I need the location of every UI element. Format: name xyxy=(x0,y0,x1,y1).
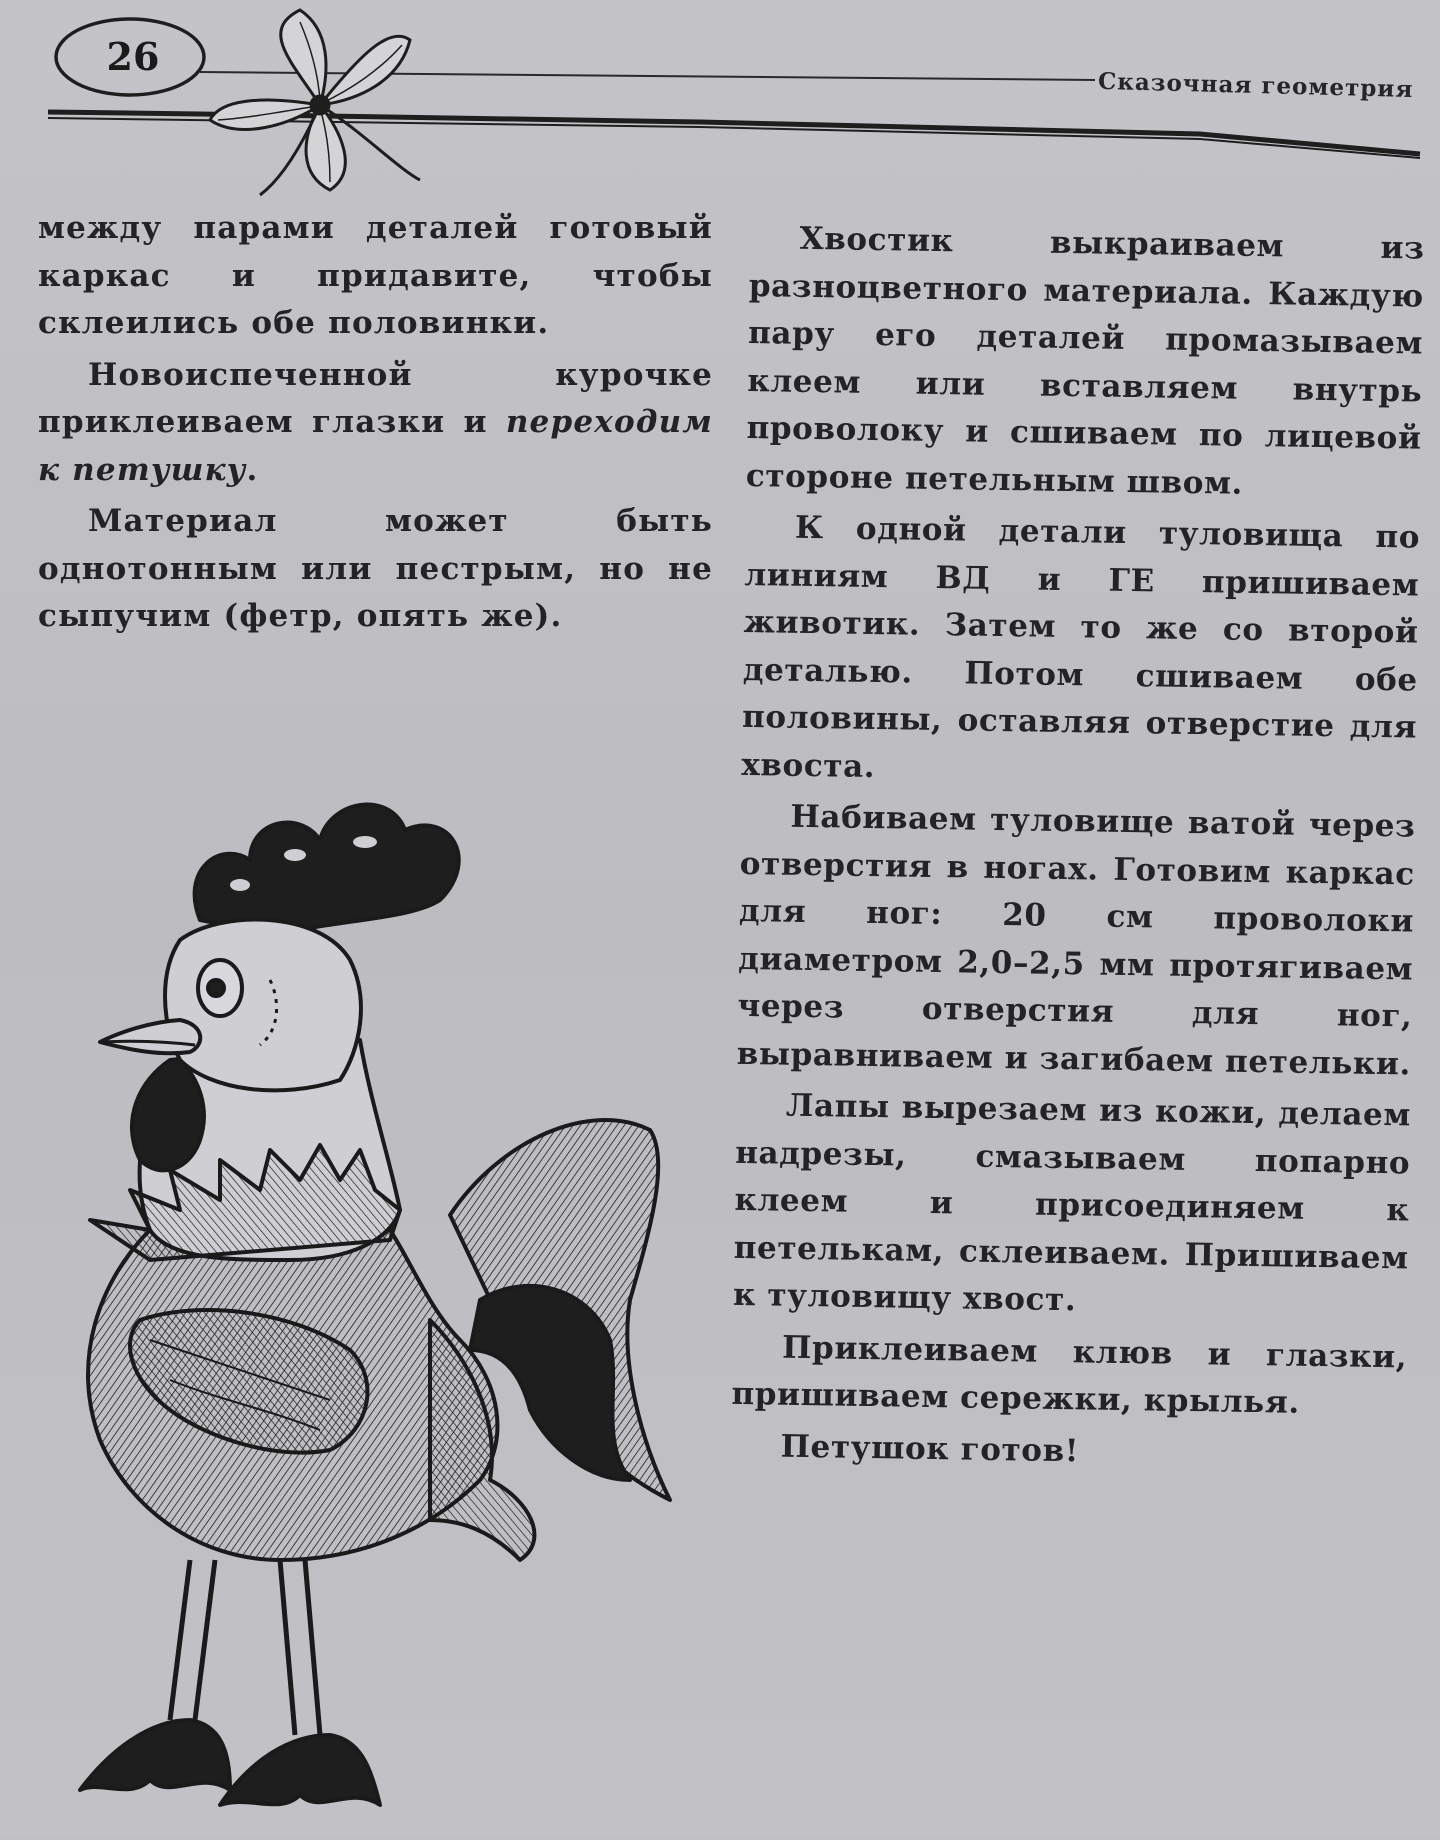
page-header xyxy=(0,0,1440,200)
rooster-comb xyxy=(195,805,459,935)
rooster-wattle xyxy=(132,1060,204,1170)
left-paragraph-2 xyxy=(38,352,713,495)
rooster-head xyxy=(165,920,361,1091)
left-column xyxy=(38,205,713,641)
running-title: Сказочная геометрия xyxy=(1097,67,1414,104)
left-paragraph-3: Материал может быть однотонным или пестрым, но не сыпучим (фетр, опять же). xyxy=(38,503,713,634)
header-rule xyxy=(0,0,1440,200)
right-paragraph-4: Лапы вырезаем из кожи, делаем надрезы, смазываем попарно клеем и присоединяем к петелькам, склеиваем. Пришиваем к туловищу хвост. xyxy=(732,1087,1412,1319)
rooster-foot-right xyxy=(220,1735,380,1805)
left-paragraph-2-end: . xyxy=(246,451,259,488)
left-paragraph-2-italic: переходим к петушку xyxy=(38,404,713,488)
right-paragraph-3: Набиваем туловище ватой через отверстия в ногах. Готовим каркас для ног: 20 см проволоки диаметром 2,0–2,5 мм протягиваем через отверстия для ног, выравниваем и загибаем петельки. xyxy=(736,798,1416,1082)
right-paragraph-5: Приклеиваем клюв и глазки, пришиваем сережки, крылья. xyxy=(731,1329,1408,1421)
right-paragraph-2: К одной детали туловища по линиям ВД и ГЕ пришиваем животик. Затем то же со второй деталью. Потом сшиваем обе половины, оставляя отверстие для хвоста. xyxy=(741,509,1421,785)
left-paragraph-2-start: Новоиспеченной курочке приклеиваем глазки и xyxy=(38,356,713,440)
rooster-leg-right xyxy=(280,1560,295,1735)
right-column xyxy=(730,215,1425,1480)
right-paragraph-1: Хвостик выкраиваем из разноцветного материала. Каждую пару его деталей промазываем клеем или вставляем внутрь проволоку и сшиваем по лицевой стороне петельным швом. xyxy=(745,220,1425,502)
ribbon-bow-icon xyxy=(210,10,420,195)
right-paragraph-6: Петушок готов! xyxy=(780,1428,1080,1469)
rooster-leg-left xyxy=(170,1560,190,1720)
left-paragraph-1: между парами деталей готовый каркас и придавите, чтобы склеились обе половинки. xyxy=(38,210,713,341)
rooster-illustration xyxy=(30,760,730,1840)
rooster-beak xyxy=(100,1020,200,1053)
page-number: 26 xyxy=(106,33,160,79)
rooster-foot-left xyxy=(80,1720,230,1790)
